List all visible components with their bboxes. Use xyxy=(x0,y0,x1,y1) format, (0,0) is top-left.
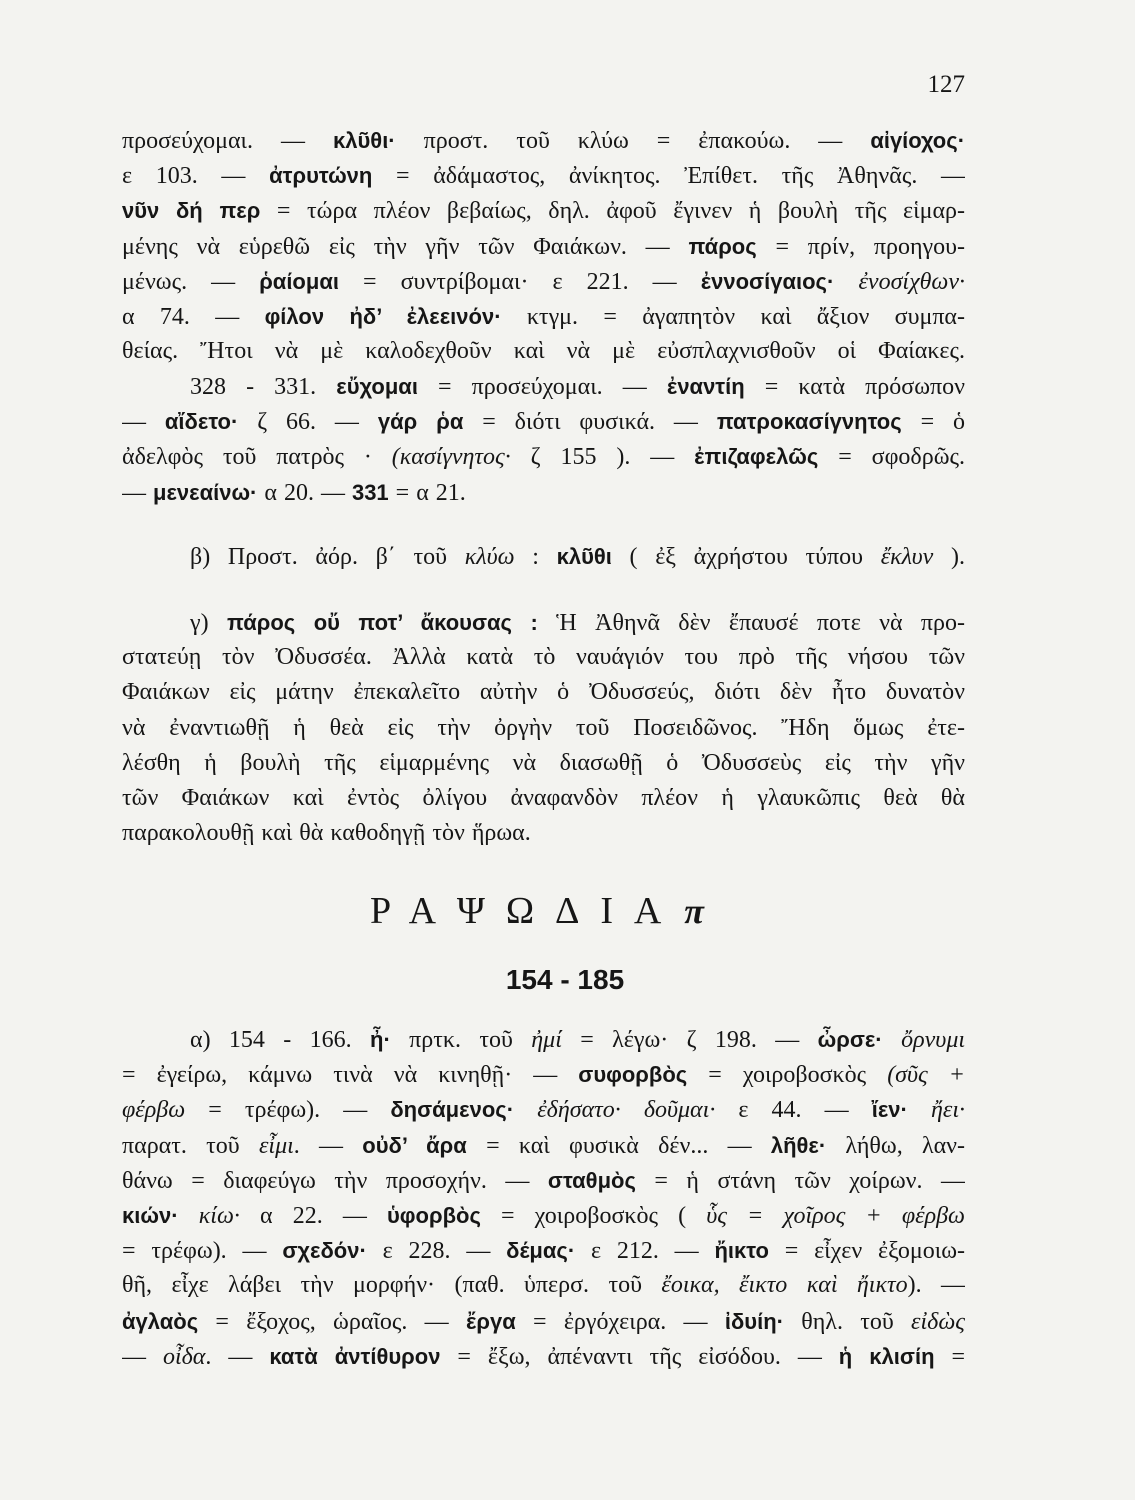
gloss-text: α 22. — xyxy=(239,1202,387,1229)
verse-range: 154 - 185 xyxy=(505,964,625,995)
gloss-text: = σφοδρῶς. xyxy=(818,444,965,471)
lemma-bold: ὦρσε· xyxy=(817,1027,902,1052)
gloss-text: θείας. Ἤτοι νὰ μὲ καλοδεχθοῦν καὶ νὰ μὲ εὐσπλαχνισθοῦν οἱ Φαίακες. xyxy=(122,338,965,365)
lemma-bold: αἰγίοχος· xyxy=(870,128,965,153)
gloss-text: = α 21. xyxy=(388,479,466,506)
text-line xyxy=(122,781,965,816)
lemma-bold: κιών· xyxy=(122,1202,199,1228)
gloss-text: ζ 155 ). — xyxy=(510,444,695,471)
text-line xyxy=(122,158,965,193)
gloss-text: ε 212. — xyxy=(575,1238,715,1265)
gloss-text: = λέγω· ζ 198. — xyxy=(561,1027,818,1053)
gloss-text: μένως. — xyxy=(122,268,260,295)
gloss-text: = καὶ φυσικὰ δέν... — xyxy=(466,1132,771,1159)
lemma-bold: σταθμὸς xyxy=(547,1167,636,1193)
gloss-text: = ἔξω, ἀπέναντι τῆς εἰσόδου. — xyxy=(440,1343,839,1370)
gloss-text: = ἐγείρω, κάμνω τινὰ νὰ κινηθῇ· — xyxy=(122,1062,579,1089)
gloss-text: α) 154 - 166. xyxy=(190,1027,371,1053)
lemma-bold: γάρ ῥα xyxy=(377,409,464,435)
gloss-text: = προσεύχομαι. — xyxy=(417,374,667,400)
gloss-text: ε 228. — xyxy=(366,1238,507,1265)
commentary-paragraph-154-166 xyxy=(122,1022,965,1374)
lemma-bold: φίλον ἠδ’ ἐλεεινόν· xyxy=(264,303,502,329)
italic-term: οἶδα xyxy=(162,1343,206,1370)
text-line xyxy=(122,1057,965,1092)
gloss-text: — xyxy=(122,479,153,506)
gloss-text: θῆ, εἶχε λάβει τὴν μορφήν· (παθ. ὑπερσ. τοῦ xyxy=(122,1272,662,1299)
gloss-text: γ) xyxy=(190,610,227,636)
gloss-text: ( ἐξ ἀχρήστου τύπου xyxy=(611,544,881,570)
lemma-bold: ἔργα xyxy=(465,1308,516,1334)
italic-term: κίω· xyxy=(198,1202,240,1229)
lemma-bold: δέμας· xyxy=(506,1238,576,1264)
gloss-text: ε 103. — xyxy=(122,163,270,190)
text-line xyxy=(122,334,965,369)
lemma-bold: ἐναντίη xyxy=(666,374,745,399)
lemma-bold: ἀτρυτώνη xyxy=(269,163,373,189)
commentary-paragraph-328-331 xyxy=(122,369,965,510)
text-line xyxy=(122,1022,965,1057)
italic-term: ἤει· xyxy=(931,1097,965,1124)
lemma-bold: δησάμενος· xyxy=(390,1097,538,1123)
lemma-bold: συφορβὸς xyxy=(578,1062,688,1088)
gloss-text: = κατὰ πρόσωπον xyxy=(744,374,965,400)
text-line xyxy=(122,1163,965,1198)
lemma-bold: ὑφορβὸς xyxy=(386,1202,481,1228)
lemma-bold: ἡ κλισίη xyxy=(838,1343,935,1369)
gloss-text: . — xyxy=(205,1343,270,1370)
lemma-bold: ἐπιζαφελῶς xyxy=(694,444,819,470)
lemma-bold: οὐδ’ ἄρα xyxy=(362,1132,467,1158)
gloss-text: = τρέφω). — xyxy=(122,1238,283,1265)
gloss-text: θάνω = διαφεύγω τὴν προσοχήν. — xyxy=(122,1167,548,1194)
gloss-text: α 20. — xyxy=(257,479,352,506)
lemma-bold: πατροκασίγνητος xyxy=(716,409,902,435)
gloss-text: = ἔξοχος, ὡραῖος. — xyxy=(198,1308,466,1335)
gloss-text: — xyxy=(122,1343,163,1370)
italic-term: ὄρνυμι xyxy=(901,1027,965,1053)
text-line xyxy=(122,1268,965,1303)
gloss-text: παρατ. τοῦ xyxy=(122,1132,259,1159)
gloss-text: β) Προστ. ἀόρ. β΄ τοῦ xyxy=(190,544,465,570)
gloss-text: = χοιροβοσκὸς xyxy=(687,1062,888,1089)
lemma-bold: μενεαίνω· xyxy=(153,479,258,505)
gloss-text: 328 - 331. xyxy=(190,374,337,400)
italic-term: ἔκλυν xyxy=(880,544,934,570)
gloss-text: : xyxy=(514,544,557,570)
gloss-text: λέσθη ἡ βουλὴ τῆς εἱμαρμένης νὰ διασωθῇ ὁ Ὀδυσσεὺς εἰς τὴν γῆν xyxy=(122,749,965,776)
gloss-text: ε 44. — xyxy=(715,1097,872,1124)
gloss-text: = ἡ στάνη τῶν χοίρων. — xyxy=(635,1167,965,1194)
lemma-bold: ἰδυίη· xyxy=(724,1308,784,1334)
note-gamma xyxy=(122,605,965,851)
text-line xyxy=(122,711,965,746)
lemma-bold: λῆθε· xyxy=(770,1132,827,1158)
gloss-text: θηλ. τοῦ xyxy=(783,1308,912,1335)
rhapsody-book-letter: π xyxy=(684,891,704,931)
gloss-text: Ἡ Ἀθηνᾶ δὲν ἔπαυσέ ποτε νὰ προ- xyxy=(537,610,965,636)
rhapsody-heading xyxy=(370,889,704,933)
gloss-text: = εἶχεν ἐξομοιω- xyxy=(768,1238,965,1265)
gloss-text: ). xyxy=(933,544,965,570)
gloss-text: τῶν Φαιάκων καὶ ἐντὸς ὀλίγου ἀναφανδὸν πλέον ἡ γλαυκῶπις θεὰ θὰ xyxy=(122,784,965,811)
text-line xyxy=(122,539,965,574)
text-line xyxy=(122,123,965,158)
italic-term: ὗς = χοῖρος + φέρβω xyxy=(706,1202,965,1229)
gloss-text: α 74. — xyxy=(122,303,265,330)
gloss-text: = πρίν, προηγου- xyxy=(756,233,965,260)
italic-term: εἰδὼς xyxy=(911,1308,965,1335)
text-line xyxy=(122,404,965,439)
gloss-text: — xyxy=(122,409,165,436)
gloss-text: Φαιάκων εἰς μάτην ἐπεκαλεῖτο αὐτὴν ὁ Ὀδυσσεύς, διότι δὲν ἦτο δυνατὸν xyxy=(122,679,965,706)
gloss-text: κτγμ. = ἀγαπητὸν καὶ ἄξιον συμπα- xyxy=(501,303,965,330)
gloss-text: = ἐργόχειρα. — xyxy=(515,1308,725,1335)
gloss-text: μένης νὰ εὑρεθῶ εἰς τὴν γῆν τῶν Φαιάκων. — xyxy=(122,233,689,260)
italic-term: (κασίγνητος· xyxy=(391,444,511,471)
italic-term: (σῦς + xyxy=(887,1062,965,1089)
text-line xyxy=(122,369,965,404)
text-line xyxy=(122,1233,965,1268)
text-line xyxy=(122,1339,965,1374)
note-beta xyxy=(122,539,965,574)
text-line xyxy=(122,1304,965,1339)
gloss-text: = τώρα πλέον βεβαίως, δηλ. ἀφοῦ ἔγινεν ἡ βουλὴ τῆς εἱμαρ- xyxy=(260,198,965,225)
text-line xyxy=(122,264,965,299)
lemma-bold: ἐννοσίγαιος· xyxy=(700,268,859,294)
gloss-text: = xyxy=(934,1343,965,1370)
italic-term: εἶμι xyxy=(258,1132,294,1159)
gloss-text: ἀδελφὸς τοῦ πατρὸς · xyxy=(122,444,392,471)
lemma-bold: πάρος οὔ ποτ’ ἄκουσας : xyxy=(226,610,538,635)
lemma-bold: σχεδόν· xyxy=(282,1238,367,1264)
gloss-text: πρτκ. τοῦ xyxy=(390,1027,532,1053)
lemma-bold: ἴεν· xyxy=(871,1097,932,1123)
gloss-text: λήθω, λαν- xyxy=(826,1132,965,1159)
lemma-bold: ῥαίομαι xyxy=(259,268,339,294)
text-line xyxy=(122,439,965,474)
gloss-text: παρακολουθῇ καὶ θὰ καθοδηγῇ τὸν ἥρωα. xyxy=(122,820,531,847)
gloss-text: προστ. τοῦ κλύω = ἐπακούω. — xyxy=(395,128,871,154)
gloss-text: ). — xyxy=(907,1272,965,1299)
rhapsody-title: ΡΑΨΩΔΙΑ xyxy=(370,890,683,932)
gloss-text: = ἀδάμαστος, ἀνίκητος. Ἐπίθετ. τῆς Ἀθηνᾶς. — xyxy=(372,163,965,190)
lemma-bold: ἤικτο xyxy=(714,1238,769,1264)
lemma-bold: κλῦθι xyxy=(556,544,612,569)
gloss-text: προσεύχομαι. — xyxy=(122,128,333,154)
lemma-bold: ἀγλαὸς xyxy=(122,1308,199,1334)
gloss-text: = διότι φυσικά. — xyxy=(463,409,717,436)
gloss-text: = τρέφω). — xyxy=(185,1097,391,1124)
lemma-bold: νῦν δή περ xyxy=(122,198,261,224)
text-line xyxy=(122,1198,965,1233)
lemma-bold: ἦ· xyxy=(370,1027,391,1052)
lemma-bold: κλῦθι· xyxy=(333,128,396,153)
italic-term: ἔοικα, ἔικτο καὶ ἤικτο xyxy=(661,1272,908,1299)
text-line xyxy=(122,675,965,710)
commentary-paragraph-continued xyxy=(122,123,965,369)
italic-term: ἠμί xyxy=(531,1027,562,1053)
gloss-text: . — xyxy=(293,1132,363,1159)
text-line xyxy=(122,746,965,781)
page-number: 127 xyxy=(927,71,965,98)
text-line xyxy=(122,475,965,510)
gloss-text: = συντρίβομαι· ε 221. — xyxy=(338,268,701,295)
text-line xyxy=(122,1092,965,1127)
gloss-text: στατεύῃ τὸν Ὀδυσσέα. Ἀλλὰ κατὰ τὸ ναυάγιόν του πρὸ τῆς νήσου τῶν xyxy=(122,644,965,671)
italic-term: κλύω xyxy=(464,544,515,570)
text-line xyxy=(122,640,965,675)
text-line xyxy=(122,816,965,851)
text-line xyxy=(122,1128,965,1163)
italic-term: ἐδήσατο· δοῦμαι· xyxy=(537,1097,716,1124)
italic-term: ἐνοσίχθων· xyxy=(858,268,965,295)
lemma-bold: κατὰ ἀντίθυρον xyxy=(269,1343,441,1369)
gloss-text: = ὁ xyxy=(901,409,965,436)
gloss-text: νὰ ἐναντιωθῇ ἡ θεὰ εἰς τὴν ὀργὴν τοῦ Ποσειδῶνος. Ἤδη ὅμως ἐτε- xyxy=(122,714,965,741)
lemma-bold: εὔχομαι xyxy=(336,374,418,399)
lemma-bold: 331 xyxy=(351,479,389,505)
text-line xyxy=(122,299,965,334)
text-line xyxy=(122,229,965,264)
gloss-text: = χοιροβοσκὸς ( xyxy=(480,1202,707,1229)
lemma-bold: πάρος xyxy=(688,233,757,259)
gloss-text: ζ 66. — xyxy=(238,409,378,436)
italic-term: φέρβω xyxy=(122,1097,186,1124)
text-line xyxy=(122,605,965,640)
lemma-bold: αἴδετο· xyxy=(164,409,239,435)
text-line xyxy=(122,193,965,228)
